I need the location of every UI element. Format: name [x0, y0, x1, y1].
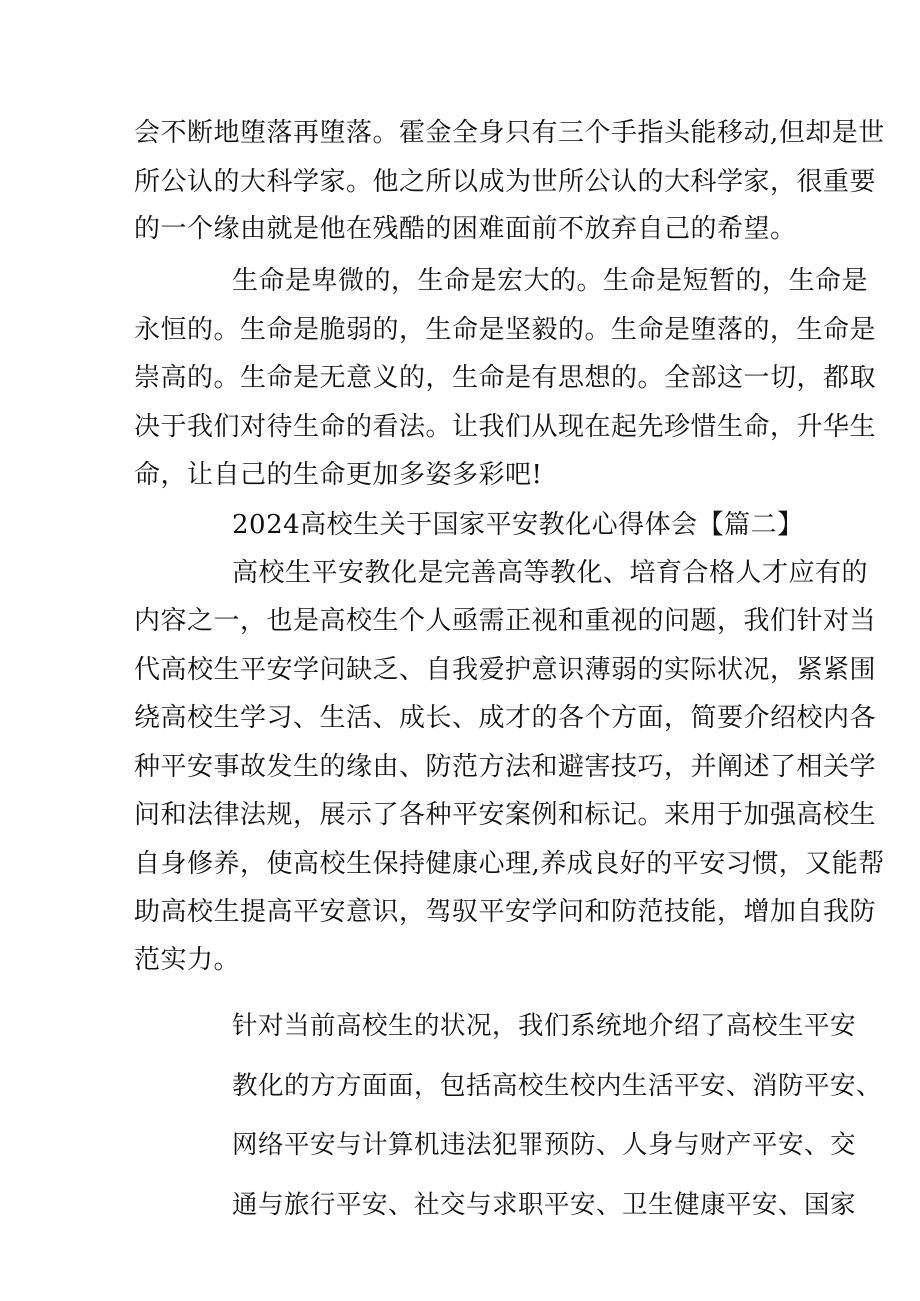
paragraph-line: 问和法律法规，展示了各种平安案例和标记。来用于加强高校生: [134, 800, 877, 830]
paragraph-line: 的一个缘由就是他在残酷的困难面前不放弃自己的希望。: [134, 214, 797, 244]
paragraph-line: 永恒的。生命是脆弱的，生命是坚毅的。生命是堕落的，生命是: [134, 315, 877, 345]
paragraph-line: 针对当前高校生的状况，我们系统地介绍了高校生平安: [232, 1011, 857, 1041]
paragraph-line: 命，让自己的生命更加多姿多彩吧!: [134, 460, 543, 490]
paragraph-line: 种平安事故发生的缘由、防范方法和避害技巧，并阐述了相关学: [134, 752, 877, 782]
paragraph-line: 助高校生提高平安意识，驾驭平安学问和防范技能，增加自我防: [134, 897, 877, 927]
paragraph-line: 内容之一，也是高校生个人亟需正视和重视的问题，我们针对当: [134, 606, 877, 636]
paragraph-line: 网络平安与计算机违法犯罪预防、人身与财产平安、交: [232, 1130, 857, 1160]
paragraph-line: 高校生平安教化是完善高等教化、培育合格人才应有的: [232, 558, 869, 588]
paragraph-line: 绕高校生学习、生活、成长、成才的各个方面，简要介绍校内各: [134, 703, 877, 733]
paragraph-line: 代高校生平安学问缺乏、自我爱护意识薄弱的实际状况，紧紧围: [134, 655, 877, 685]
paragraph-line: 自身修养，使高校生保持健康心理,养成良好的平安习惯，又能帮: [134, 849, 885, 879]
paragraph-line: 教化的方方面面，包括高校生校内生活平安、消防平安、: [232, 1071, 883, 1101]
section-heading: 2024高校生关于国家平安教化心得体会【篇二】: [232, 510, 804, 540]
paragraph-line: 范实力。: [134, 945, 241, 975]
paragraph-line: 会不断地堕落再堕落。霍金全身只有三个手指头能移动,但却是世: [134, 118, 885, 148]
paragraph-line: 崇高的。生命是无意义的，生命是有思想的。全部这一切，都取: [134, 363, 877, 393]
paragraph-line: 通与旅行平安、社交与求职平安、卫生健康平安、国家: [232, 1190, 857, 1220]
paragraph-line: 所公认的大科学家。他之所以成为世所公认的大科学家，很重要: [134, 167, 877, 197]
paragraph-line: 生命是卑微的，生命是宏大的。生命是短暂的，生命是: [232, 266, 869, 296]
paragraph-line: 决于我们对待生命的看法。让我们从现在起先珍惜生命，升华生: [134, 412, 877, 442]
